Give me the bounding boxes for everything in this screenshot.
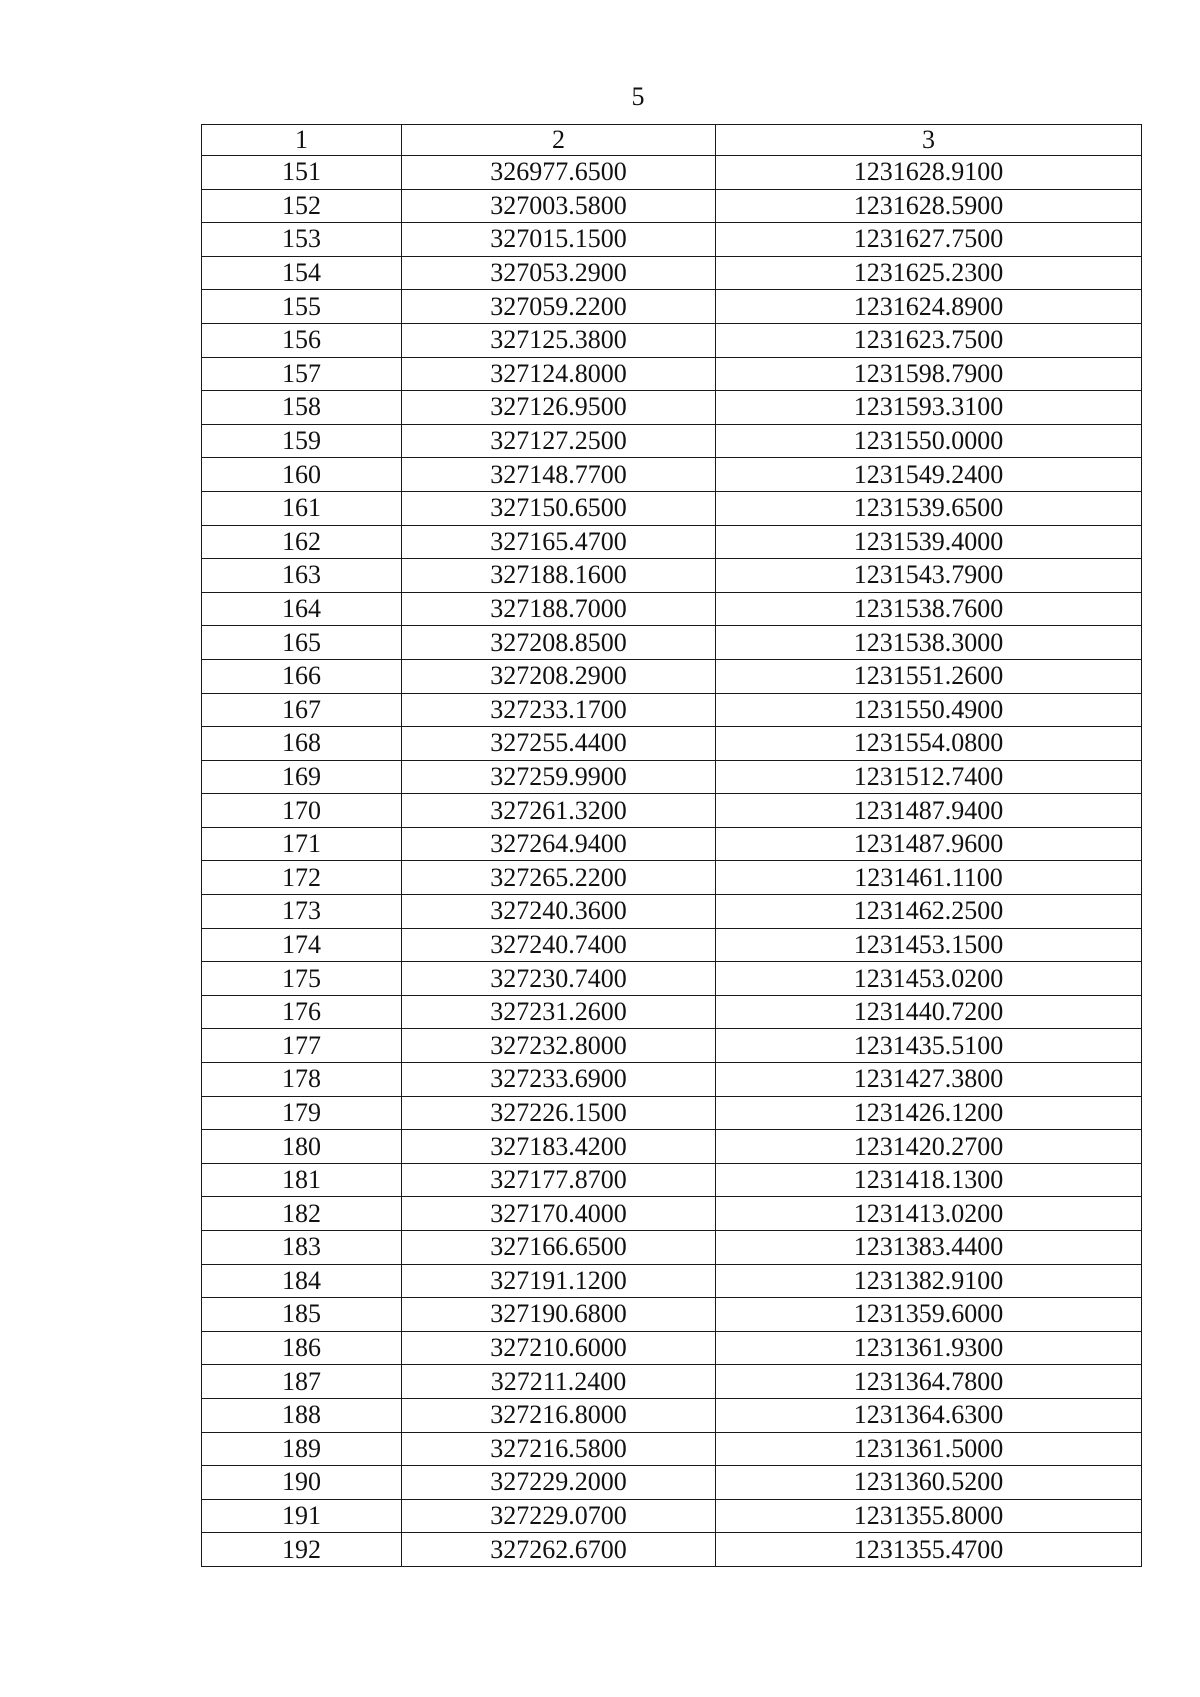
table-row — [202, 928, 1142, 962]
table-row — [202, 1499, 1142, 1533]
point-number-cell: 169 — [202, 760, 402, 794]
table-row — [202, 458, 1142, 492]
column-header-1: 1 — [202, 125, 402, 156]
point-number-cell: 168 — [202, 727, 402, 761]
y-coordinate-cell: 1231355.8000 — [716, 1499, 1142, 1533]
point-number-cell: 163 — [202, 559, 402, 593]
table-row — [202, 760, 1142, 794]
y-coordinate-cell: 1231593.3100 — [716, 391, 1142, 425]
y-coordinate-cell: 1231539.6500 — [716, 491, 1142, 525]
x-coordinate-cell: 327177.8700 — [402, 1163, 716, 1197]
table-row — [202, 727, 1142, 761]
table-row — [202, 1197, 1142, 1231]
point-number-cell: 186 — [202, 1331, 402, 1365]
point-number-cell: 170 — [202, 794, 402, 828]
column-header-3: 3 — [716, 125, 1142, 156]
table-row — [202, 1231, 1142, 1265]
point-number-cell: 185 — [202, 1298, 402, 1332]
y-coordinate-cell: 1231360.5200 — [716, 1466, 1142, 1500]
y-coordinate-cell: 1231628.5900 — [716, 189, 1142, 223]
x-coordinate-cell: 327230.7400 — [402, 962, 716, 996]
x-coordinate-cell: 327216.5800 — [402, 1432, 716, 1466]
y-coordinate-cell: 1231550.4900 — [716, 693, 1142, 727]
point-number-cell: 183 — [202, 1231, 402, 1265]
y-coordinate-cell: 1231625.2300 — [716, 256, 1142, 290]
point-number-cell: 160 — [202, 458, 402, 492]
y-coordinate-cell: 1231453.0200 — [716, 962, 1142, 996]
point-number-cell: 177 — [202, 1029, 402, 1063]
point-number-cell: 174 — [202, 928, 402, 962]
y-coordinate-cell: 1231512.7400 — [716, 760, 1142, 794]
y-coordinate-cell: 1231364.7800 — [716, 1365, 1142, 1399]
x-coordinate-cell: 327233.1700 — [402, 693, 716, 727]
y-coordinate-cell: 1231461.1100 — [716, 861, 1142, 895]
point-number-cell: 166 — [202, 659, 402, 693]
table-row — [202, 626, 1142, 660]
y-coordinate-cell: 1231420.2700 — [716, 1130, 1142, 1164]
x-coordinate-cell: 327211.2400 — [402, 1365, 716, 1399]
point-number-cell: 161 — [202, 491, 402, 525]
x-coordinate-cell: 327231.2600 — [402, 995, 716, 1029]
point-number-cell: 176 — [202, 995, 402, 1029]
table-row — [202, 156, 1142, 190]
table-row — [202, 1264, 1142, 1298]
table-row — [202, 559, 1142, 593]
table-row — [202, 1298, 1142, 1332]
y-coordinate-cell: 1231623.7500 — [716, 323, 1142, 357]
table-row — [202, 962, 1142, 996]
y-coordinate-cell: 1231550.0000 — [716, 424, 1142, 458]
table-row — [202, 794, 1142, 828]
y-coordinate-cell: 1231462.2500 — [716, 895, 1142, 929]
x-coordinate-cell: 327190.6800 — [402, 1298, 716, 1332]
x-coordinate-cell: 327210.6000 — [402, 1331, 716, 1365]
x-coordinate-cell: 327127.2500 — [402, 424, 716, 458]
y-coordinate-cell: 1231598.7900 — [716, 357, 1142, 391]
x-coordinate-cell: 327126.9500 — [402, 391, 716, 425]
x-coordinate-cell: 327208.2900 — [402, 659, 716, 693]
point-number-cell: 187 — [202, 1365, 402, 1399]
y-coordinate-cell: 1231418.1300 — [716, 1163, 1142, 1197]
table-row — [202, 1063, 1142, 1097]
table-row — [202, 525, 1142, 559]
point-number-cell: 154 — [202, 256, 402, 290]
x-coordinate-cell: 327125.3800 — [402, 323, 716, 357]
table-row — [202, 1331, 1142, 1365]
x-coordinate-cell: 327015.1500 — [402, 223, 716, 257]
y-coordinate-cell: 1231628.9100 — [716, 156, 1142, 190]
point-number-cell: 164 — [202, 592, 402, 626]
x-coordinate-cell: 327229.0700 — [402, 1499, 716, 1533]
x-coordinate-cell: 327229.2000 — [402, 1466, 716, 1500]
x-coordinate-cell: 327183.4200 — [402, 1130, 716, 1164]
x-coordinate-cell: 327232.8000 — [402, 1029, 716, 1063]
x-coordinate-cell: 327188.7000 — [402, 592, 716, 626]
point-number-cell: 159 — [202, 424, 402, 458]
point-number-cell: 181 — [202, 1163, 402, 1197]
y-coordinate-cell: 1231554.0800 — [716, 727, 1142, 761]
table-row — [202, 1130, 1142, 1164]
point-number-cell: 191 — [202, 1499, 402, 1533]
point-number-cell: 165 — [202, 626, 402, 660]
table-row — [202, 1432, 1142, 1466]
table-row — [202, 592, 1142, 626]
point-number-cell: 151 — [202, 156, 402, 190]
table-row — [202, 827, 1142, 861]
x-coordinate-cell: 327240.3600 — [402, 895, 716, 929]
y-coordinate-cell: 1231361.5000 — [716, 1432, 1142, 1466]
y-coordinate-cell: 1231543.7900 — [716, 559, 1142, 593]
y-coordinate-cell: 1231427.3800 — [716, 1063, 1142, 1097]
point-number-cell: 156 — [202, 323, 402, 357]
x-coordinate-cell: 327165.4700 — [402, 525, 716, 559]
point-number-cell: 171 — [202, 827, 402, 861]
point-number-cell: 190 — [202, 1466, 402, 1500]
table-row — [202, 357, 1142, 391]
y-coordinate-cell: 1231435.5100 — [716, 1029, 1142, 1063]
point-number-cell: 158 — [202, 391, 402, 425]
point-number-cell: 152 — [202, 189, 402, 223]
table-row — [202, 1398, 1142, 1432]
point-number-cell: 180 — [202, 1130, 402, 1164]
point-number-cell: 182 — [202, 1197, 402, 1231]
table-row — [202, 290, 1142, 324]
table-row — [202, 391, 1142, 425]
table-row — [202, 424, 1142, 458]
point-number-cell: 172 — [202, 861, 402, 895]
table-body — [202, 156, 1142, 1567]
header-row — [202, 125, 1142, 156]
point-number-cell: 157 — [202, 357, 402, 391]
x-coordinate-cell: 327191.1200 — [402, 1264, 716, 1298]
column-header-2: 2 — [402, 125, 716, 156]
table-row — [202, 693, 1142, 727]
table-row — [202, 995, 1142, 1029]
x-coordinate-cell: 327264.9400 — [402, 827, 716, 861]
y-coordinate-cell: 1231364.6300 — [716, 1398, 1142, 1432]
y-coordinate-cell: 1231624.8900 — [716, 290, 1142, 324]
x-coordinate-cell: 327059.2200 — [402, 290, 716, 324]
y-coordinate-cell: 1231440.7200 — [716, 995, 1142, 1029]
y-coordinate-cell: 1231383.4400 — [716, 1231, 1142, 1265]
table-row — [202, 256, 1142, 290]
x-coordinate-cell: 327265.2200 — [402, 861, 716, 895]
table-row — [202, 1029, 1142, 1063]
y-coordinate-cell: 1231361.9300 — [716, 1331, 1142, 1365]
x-coordinate-cell: 327053.2900 — [402, 256, 716, 290]
x-coordinate-cell: 327240.7400 — [402, 928, 716, 962]
y-coordinate-cell: 1231355.4700 — [716, 1533, 1142, 1567]
point-number-cell: 178 — [202, 1063, 402, 1097]
point-number-cell: 155 — [202, 290, 402, 324]
y-coordinate-cell: 1231413.0200 — [716, 1197, 1142, 1231]
x-coordinate-cell: 327262.6700 — [402, 1533, 716, 1567]
point-number-cell: 173 — [202, 895, 402, 929]
x-coordinate-cell: 327233.6900 — [402, 1063, 716, 1097]
y-coordinate-cell: 1231539.4000 — [716, 525, 1142, 559]
x-coordinate-cell: 327261.3200 — [402, 794, 716, 828]
point-number-cell: 162 — [202, 525, 402, 559]
x-coordinate-cell: 327124.8000 — [402, 357, 716, 391]
x-coordinate-cell: 327170.4000 — [402, 1197, 716, 1231]
x-coordinate-cell: 327216.8000 — [402, 1398, 716, 1432]
table-row — [202, 491, 1142, 525]
coordinates-table — [201, 124, 1142, 1567]
x-coordinate-cell: 326977.6500 — [402, 156, 716, 190]
point-number-cell: 189 — [202, 1432, 402, 1466]
y-coordinate-cell: 1231538.3000 — [716, 626, 1142, 660]
point-number-cell: 184 — [202, 1264, 402, 1298]
table-row — [202, 189, 1142, 223]
y-coordinate-cell: 1231359.6000 — [716, 1298, 1142, 1332]
point-number-cell: 179 — [202, 1096, 402, 1130]
point-number-cell: 167 — [202, 693, 402, 727]
point-number-cell: 175 — [202, 962, 402, 996]
x-coordinate-cell: 327003.5800 — [402, 189, 716, 223]
page-number: 5 — [631, 82, 645, 111]
point-number-cell: 153 — [202, 223, 402, 257]
point-number-cell: 192 — [202, 1533, 402, 1567]
table-row — [202, 895, 1142, 929]
y-coordinate-cell: 1231426.1200 — [716, 1096, 1142, 1130]
point-number-cell: 188 — [202, 1398, 402, 1432]
table-row — [202, 861, 1142, 895]
x-coordinate-cell: 327148.7700 — [402, 458, 716, 492]
x-coordinate-cell: 327208.8500 — [402, 626, 716, 660]
table-row — [202, 1365, 1142, 1399]
table-header — [202, 125, 1142, 156]
y-coordinate-cell: 1231549.2400 — [716, 458, 1142, 492]
x-coordinate-cell: 327188.1600 — [402, 559, 716, 593]
y-coordinate-cell: 1231538.7600 — [716, 592, 1142, 626]
x-coordinate-cell: 327150.6500 — [402, 491, 716, 525]
x-coordinate-cell: 327226.1500 — [402, 1096, 716, 1130]
x-coordinate-cell: 327255.4400 — [402, 727, 716, 761]
y-coordinate-cell: 1231627.7500 — [716, 223, 1142, 257]
y-coordinate-cell: 1231551.2600 — [716, 659, 1142, 693]
y-coordinate-cell: 1231382.9100 — [716, 1264, 1142, 1298]
table-row — [202, 223, 1142, 257]
y-coordinate-cell: 1231487.9600 — [716, 827, 1142, 861]
table-row — [202, 323, 1142, 357]
y-coordinate-cell: 1231487.9400 — [716, 794, 1142, 828]
table-row — [202, 1163, 1142, 1197]
y-coordinate-cell: 1231453.1500 — [716, 928, 1142, 962]
x-coordinate-cell: 327166.6500 — [402, 1231, 716, 1265]
table-row — [202, 659, 1142, 693]
table-row — [202, 1533, 1142, 1567]
table-row — [202, 1096, 1142, 1130]
x-coordinate-cell: 327259.9900 — [402, 760, 716, 794]
table-row — [202, 1466, 1142, 1500]
